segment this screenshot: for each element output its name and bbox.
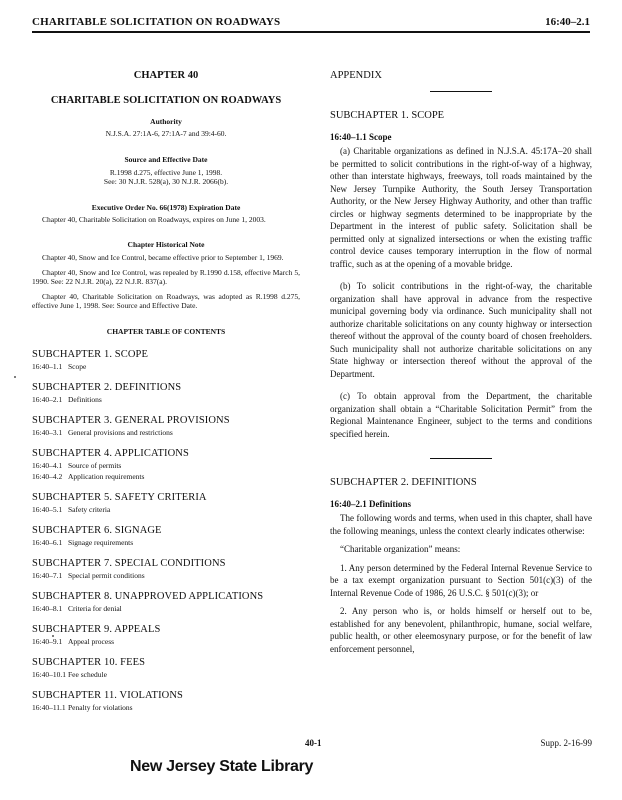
toc-section <box>32 361 300 372</box>
toc-subchapter: SUBCHAPTER 7. SPECIAL CONDITIONS <box>32 557 226 569</box>
toc-section-number: 16:40–1.1 <box>32 361 63 371</box>
toc-section <box>32 636 300 647</box>
table-of-contents <box>32 348 300 713</box>
toc-section-title: Penalty for violations <box>68 702 133 712</box>
section-1-1-heading: 16:40–1.1 Scope <box>330 132 392 142</box>
toc-subchapter: SUBCHAPTER 3. GENERAL PROVISIONS <box>32 414 230 426</box>
toc-subchapter: SUBCHAPTER 5. SAFETY CRITERIA <box>32 491 207 503</box>
toc-section <box>32 669 300 680</box>
header-title: CHARITABLE SOLICITATION ON ROADWAYS <box>32 16 281 28</box>
historical-note-heading: Chapter Historical Note <box>127 240 205 249</box>
toc-section-number: 16:40–2.1 <box>32 394 63 404</box>
toc-section <box>32 504 300 515</box>
toc-subchapter: SUBCHAPTER 4. APPLICATIONS <box>32 447 189 459</box>
toc-section-number: 16:40–8.1 <box>32 603 63 613</box>
subchapter-1-heading: SUBCHAPTER 1. SCOPE <box>330 110 445 121</box>
toc-section <box>32 537 300 548</box>
source-heading: Source and Effective Date <box>124 154 208 164</box>
toc-subchapter: SUBCHAPTER 6. SIGNAGE <box>32 524 162 536</box>
subchapter-2-heading: SUBCHAPTER 2. DEFINITIONS <box>330 477 477 488</box>
toc-heading: CHAPTER TABLE OF CONTENTS <box>106 326 226 336</box>
toc-section-number: 16:40–5.1 <box>32 504 63 514</box>
left-column <box>32 70 300 713</box>
supplement-date: Supp. 2-16-99 <box>540 738 592 748</box>
scan-speck <box>14 376 16 378</box>
section-1-1-para-b: (b) To solicit contributions in the right-of-way, the charitable organization shall have approval in advance from the respective municipal governing body via ordinance. Such municipality shall not authorize charitable solicitations on any county highway or intersection thereof without the approval of the county board of chosen freeholders. Such municipality shall not authorize charitable solicitations on any State highway or intersection thereof without the approval of the Department. <box>330 281 592 379</box>
toc-section-title: Definitions <box>68 394 102 404</box>
historical-note-p2: Chapter 40, Snow and Ice Control, was repealed by R.1990 d.158, effective March 5, 1990. See: 22 N.J.R. 20(a), 22 N.J.R. 837(a). <box>32 267 300 286</box>
historical-note-p1: Chapter 40, Snow and Ice Control, became effective prior to September 1, 1969. <box>42 253 284 262</box>
chapter-title: CHARITABLE SOLICITATION ON ROADWAYS <box>50 95 282 106</box>
divider-rule <box>430 458 492 459</box>
header-section: 16:40–2.1 <box>545 16 590 28</box>
toc-section-title: Scope <box>68 361 87 371</box>
definition-item-2: 2. Any person who is, or holds himself or herself out to be, established for any benevolent, philanthropic, humane, social welfare, public health, or other eleemosynary purpose, or for the benefit of law enforcement personnel, <box>330 606 592 654</box>
toc-section-title: Application requirements <box>68 471 145 481</box>
toc-section-number: 16:40–4.1 <box>32 460 63 470</box>
toc-subchapter: SUBCHAPTER 2. DEFINITIONS <box>32 381 182 393</box>
section-2-1-heading: 16:40–2.1 Definitions <box>330 499 411 509</box>
toc-section <box>32 570 300 581</box>
toc-section-title: General provisions and restrictions <box>68 427 173 437</box>
toc-section-title: Fee schedule <box>68 669 107 679</box>
toc-section <box>32 603 300 614</box>
toc-section-title: Signage requirements <box>68 537 134 547</box>
toc-section-title: Source of permits <box>68 460 122 470</box>
right-column <box>330 70 592 655</box>
authority-heading: Authority <box>150 117 182 126</box>
toc-subchapter: SUBCHAPTER 11. VIOLATIONS <box>32 689 183 701</box>
source-line-2: See: 30 N.J.R. 528(a), 30 N.J.R. 2066(b). <box>103 177 229 186</box>
scan-speck <box>52 635 54 637</box>
definition-term: “Charitable organization” means: <box>340 544 461 554</box>
executive-order-text: Chapter 40, Charitable Solicitation on Roadways, expires on June 1, 2003. <box>42 214 266 224</box>
source-line-1: R.1998 d.275, effective June 1, 1998. <box>109 167 223 177</box>
toc-subchapter: SUBCHAPTER 8. UNAPPROVED APPLICATIONS <box>32 590 264 602</box>
page-number: 40-1 <box>305 738 322 748</box>
toc-subchapter: SUBCHAPTER 10. FEES <box>32 656 146 668</box>
definition-item-1: 1. Any person determined by the Federal Internal Revenue Service to be a tax exempt organization pursuant to Section 501(c)(3) of the Internal Revenue Code of 1986, 26 U.S.C. § 501(c)(3); or <box>330 562 592 598</box>
appendix-label: APPENDIX <box>330 70 382 81</box>
library-stamp: New Jersey State Library <box>130 758 314 775</box>
toc-section-title: Appeal process <box>68 636 115 646</box>
toc-section-number: 16:40–10.1 <box>32 669 66 679</box>
divider-rule <box>430 91 492 92</box>
toc-section <box>32 460 300 471</box>
toc-section-title: Safety criteria <box>68 504 111 514</box>
toc-section-number: 16:40–7.1 <box>32 570 63 580</box>
toc-subchapter: SUBCHAPTER 1. SCOPE <box>32 348 148 360</box>
executive-order-heading: Executive Order No. 66(1978) Expiration Date <box>91 202 241 212</box>
toc-section-number: 16:40–3.1 <box>32 427 63 437</box>
toc-section <box>32 427 300 438</box>
toc-section <box>32 471 300 482</box>
toc-subchapter: SUBCHAPTER 9. APPEALS <box>32 623 161 635</box>
authority-text: N.J.S.A. 27:1A-6, 27:1A-7 and 39:4-60. <box>105 129 227 138</box>
section-1-1-para-a: (a) Charitable organizations as defined in N.J.S.A. 45:17A–20 shall be permitted to solicit contributions in the right-of-way of a highway, other than interstate highways, freeways, toll roads maintained by the New Jersey Turnpike Authority, the South Jersey Transportation Authority, or the New Jersey Highway Authority, and other than traffic circles or highway segments determined to be inappropriate by the Department in the interest of public safety. Solicitation shall be permitted only at signalized intersections or when the existing traffic control device causes temporary interruption in the flow of normal traffic, such as at the opening of a movable bridge. <box>330 146 592 269</box>
section-1-1-para-c: (c) To obtain approval from the Department, the charitable organization shall obtain a “Charitable Solicitation Permit” from the Regional Maintenance Engineer, subject to the terms and conditions specified herein. <box>330 391 592 439</box>
toc-section-number: 16:40–9.1 <box>32 636 63 646</box>
section-2-1-intro: The following words and terms, when used in this chapter, shall have the following meanings, unless the context clearly indicates otherwise: <box>330 513 592 536</box>
toc-section-title: Special permit conditions <box>68 570 145 580</box>
toc-section-number: 16:40–4.2 <box>32 471 63 481</box>
toc-section <box>32 394 300 405</box>
toc-section <box>32 702 300 713</box>
toc-section-number: 16:40–6.1 <box>32 537 63 547</box>
historical-note-p3: Chapter 40, Charitable Solicitation on Roadways, was adopted as R.1998 d.275, effective June 1, 1998. See: Source and Effective Date. <box>32 291 300 310</box>
toc-section-title: Criteria for denial <box>68 603 122 613</box>
chapter-number: CHAPTER 40 <box>133 70 199 81</box>
running-header <box>32 15 590 33</box>
toc-section-number: 16:40–11.1 <box>32 702 66 712</box>
